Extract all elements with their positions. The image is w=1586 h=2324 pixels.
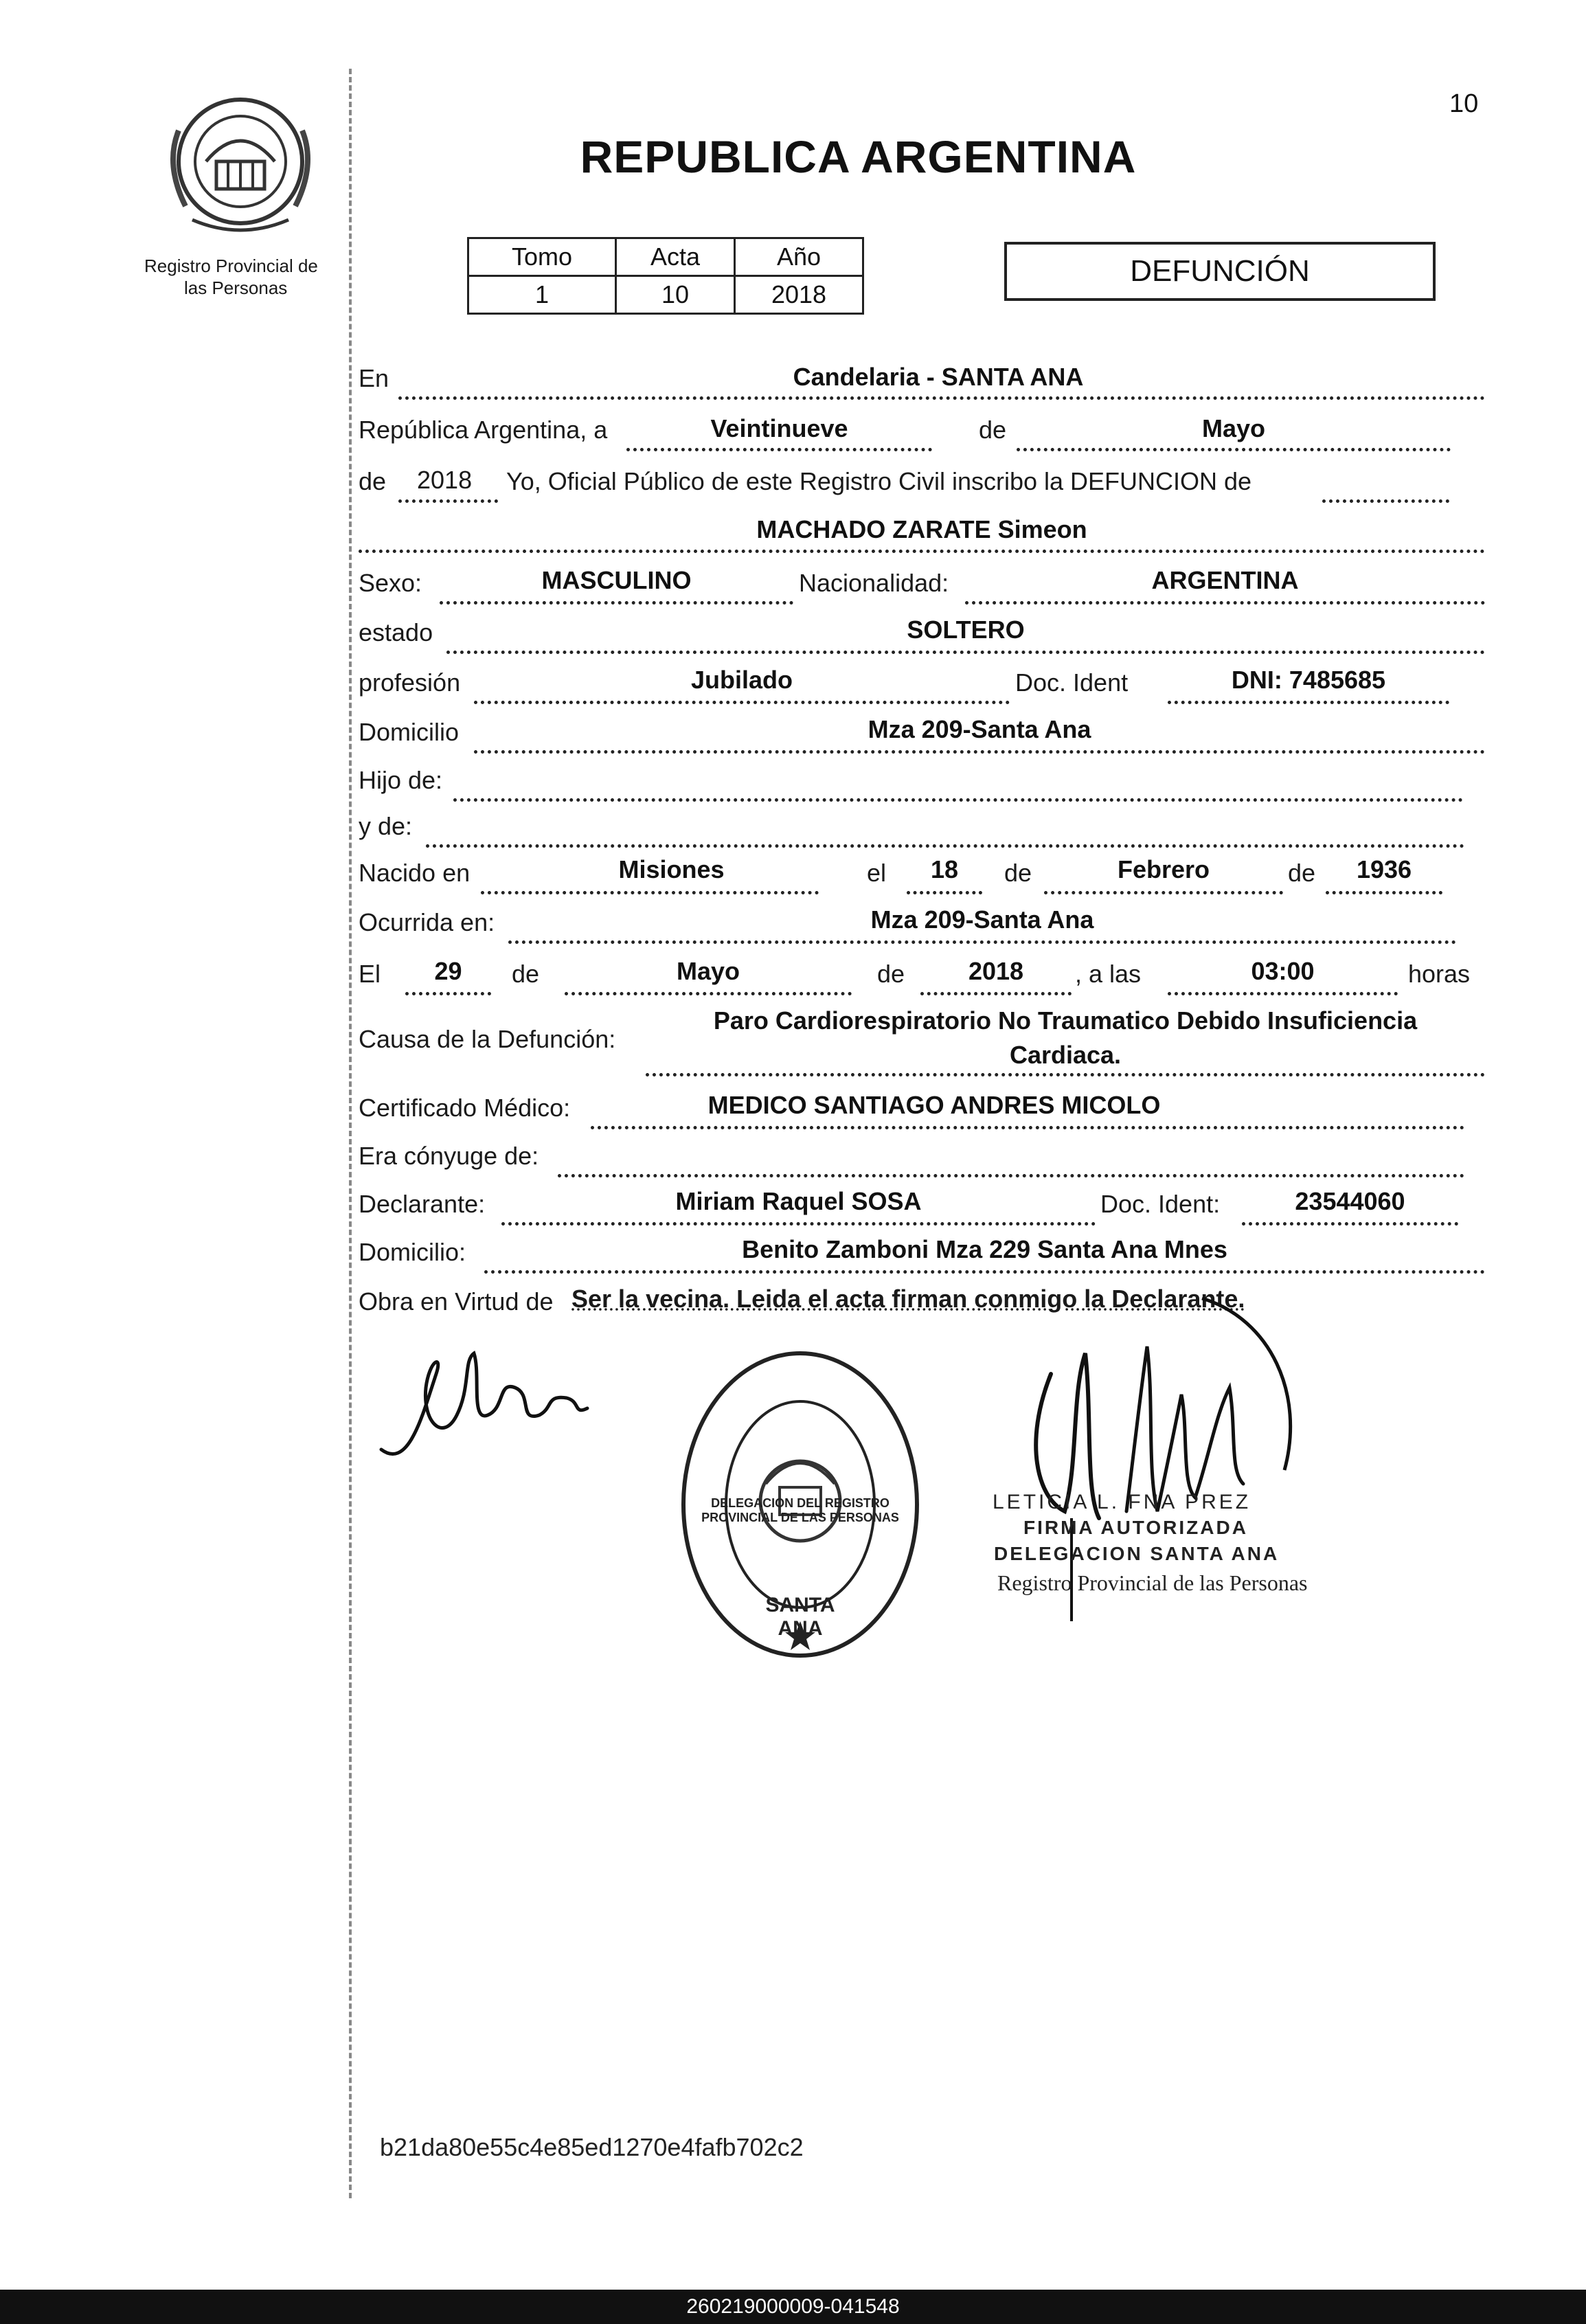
doc-ident2-label: Doc. Ident: [1100,1190,1221,1218]
death-time-dotted-line [1168,992,1398,995]
doc-ident-label: Doc. Ident [1015,668,1129,697]
header-anio: Año [735,238,863,276]
year-dotted-line [398,499,498,503]
declarante-value: Miriam Raquel SOSA [675,1187,922,1215]
official-text: Yo, Oficial Público de este Registro Civil inscribo la DEFUNCION de [506,467,1252,495]
ocurrida-value: Mza 209-Santa Ana [870,905,1094,934]
estado-label: estado [359,618,433,646]
de-label-3: de [1004,859,1032,887]
seal-center-text: SANTA ANA [765,1594,835,1640]
registry-table [467,237,864,315]
domicilio2-value: Benito Zamboni Mza 229 Santa Ana Mnes [742,1235,1227,1263]
document-type-box [1004,242,1436,301]
nacionalidad-value: ARGENTINA [1151,566,1299,594]
domicilio-value: Mza 209-Santa Ana [868,715,1091,743]
domicilio-dotted-line [474,750,1485,754]
nacido-dotted-line [481,891,819,894]
certificado-dotted-line [591,1126,1464,1129]
header-acta: Acta [616,238,735,276]
conyuge-dotted-line [558,1174,1464,1177]
en-value: Candelaria - SANTA ANA [793,363,1084,391]
seal-ring-text: DELEGACION DEL REGISTRO PROVINCIAL DE LAS PERSONAS [701,1496,899,1524]
yde-label: y de: [359,812,413,840]
de-label-6: de [877,960,905,988]
de-label-1: de [979,416,1007,444]
page-number: 10 [1449,89,1479,118]
stamp-line4: Registro Provincial de las Personas [997,1570,1308,1595]
domicilio-label: Domicilio [359,718,460,746]
deceased-name: MACHADO ZARATE Simeon [756,515,1087,543]
month-dotted-line [1017,448,1451,451]
death-day-dotted-line [405,992,491,995]
obra-value: Ser la vecina. Leida el acta firman conmigo la Declarante. [571,1285,1245,1313]
nacido-value: Misiones [618,855,725,883]
el-label: el [867,859,887,887]
document-type: DEFUNCIÓN [1130,254,1310,288]
doc-ident2-dotted-line [1242,1222,1458,1226]
doc-ident2-value: 23544060 [1295,1187,1405,1215]
de-label-5: de [512,960,540,988]
nacionalidad-dotted-line [965,601,1485,605]
birth-year-dotted-line [1326,891,1442,894]
en-label: En [359,364,389,392]
stamp-line3: DELEGACION SANTA ANA [994,1543,1280,1564]
certificado-label: Certificado Médico: [359,1094,571,1122]
birth-day-value: 18 [930,855,959,883]
hijo-label: Hijo de: [359,766,443,794]
ocurrida-label: Ocurrida en: [359,908,495,936]
birth-year-value: 1936 [1356,855,1412,883]
footer-barcode-bar [0,2290,1586,2324]
day-written-value: Veintinueve [710,414,848,442]
year-value: 2018 [417,466,473,494]
header-tomo: Tomo [468,238,616,276]
hijo-dotted-line [453,798,1463,802]
estado-value: SOLTERO [907,616,1025,644]
domicilio2-dotted-line [484,1270,1485,1274]
causa-dotted-line [646,1073,1485,1076]
death-year-dotted-line [920,992,1072,995]
profesion-value: Jubilado [690,666,793,694]
de-label-2: de [359,467,387,495]
registry-table-header-row [468,238,863,276]
declarante-label: Declarante: [359,1190,486,1218]
alas-label: , a las [1075,960,1142,988]
stamp-line1: LETICIA L. FNA PREZ [993,1491,1251,1513]
death-time-value: 03:00 [1251,957,1315,985]
de-label-4: de [1288,859,1316,887]
horas-label: horas [1408,960,1471,988]
official-dotted-line [1322,499,1449,503]
month-written-value: Mayo [1201,414,1266,442]
republica-label: República Argentina, a [359,416,608,444]
nacido-label: Nacido en [359,859,471,887]
el2-label: El [359,960,381,988]
value-acta: 10 [616,276,735,314]
causa-label: Causa de la Defunción: [359,1025,616,1053]
registry-label-line1: Registro Provincial de [144,256,318,276]
yde-dotted-line [426,844,1464,848]
sexo-value: MASCULINO [541,566,692,594]
name-dotted-line [359,550,1485,553]
doc-ident-dotted-line [1168,701,1449,704]
page-title: REPUBLICA ARGENTINA [580,131,1137,182]
sexo-dotted-line [440,601,793,605]
obra-label: Obra en Virtud de [359,1287,554,1316]
causa-value-line1: Paro Cardiorespiratorio No Traumatico Debido Insuficiencia [713,1006,1418,1035]
death-month-value: Mayo [676,957,740,985]
declarante-dotted-line [501,1222,1096,1226]
value-tomo: 1 [468,276,616,314]
birth-month-value: Febrero [1117,855,1210,883]
registry-table-value-row [468,276,863,314]
profesion-dotted-line [474,701,1010,704]
death-year-value: 2018 [968,957,1024,985]
ocurrida-dotted-line [508,940,1456,944]
conyuge-label: Era cónyuge de: [359,1142,539,1170]
death-day-value: 29 [434,957,462,985]
footer-code: 260219000009-041548 [686,2295,900,2318]
document-hash: b21da80e55c4e85ed1270e4fafb702c2 [380,2133,804,2161]
registry-label-line2: las Personas [184,278,288,298]
declarant-signature [367,1333,594,1470]
causa-value-line2: Cardiaca. [1009,1041,1122,1069]
day-dotted-line [626,448,932,451]
profesion-label: profesión [359,668,461,697]
sexo-label: Sexo: [359,569,422,597]
birth-month-dotted-line [1044,891,1283,894]
stamp-line2: FIRMA AUTORIZADA [1023,1517,1248,1538]
nacionalidad-label: Nacionalidad: [799,569,949,597]
doc-ident-value: DNI: 7485685 [1231,666,1386,694]
certificado-value: MEDICO SANTIAGO ANDRES MICOLO [707,1091,1161,1119]
estado-dotted-line [446,651,1485,654]
birth-day-dotted-line [907,891,982,894]
en-dotted-line [398,396,1485,400]
domicilio2-label: Domicilio: [359,1238,466,1266]
margin-line [349,69,352,2198]
death-month-dotted-line [565,992,852,995]
value-anio: 2018 [735,276,863,314]
